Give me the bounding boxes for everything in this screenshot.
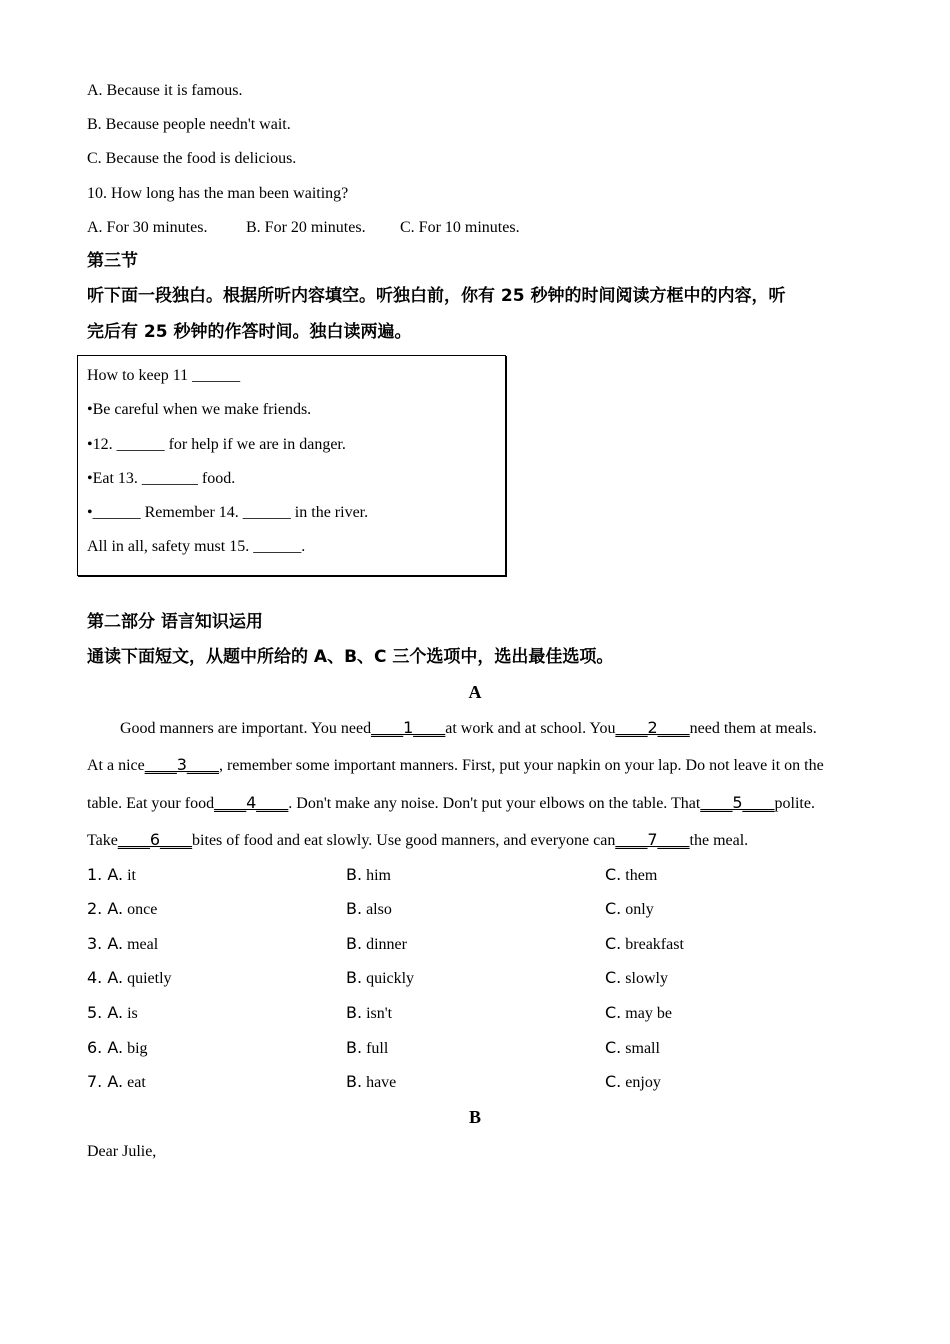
choice-c-label: C.	[605, 968, 622, 987]
choice-number: 5. A.	[87, 1003, 124, 1022]
choice-b: quickly	[366, 970, 415, 987]
box-line: •12. ______ for help if we are in danger.	[87, 436, 346, 453]
choice-row-5	[0, 1002, 950, 1024]
box-line: •______ Remember 14. ______ in the river.	[87, 504, 369, 521]
choice-number: 4. A.	[87, 968, 124, 987]
box-line: How to keep 11 ______	[87, 367, 241, 384]
choice-c-label: C.	[605, 1072, 622, 1091]
q10-option-a: A. For 30 minutes.	[87, 219, 208, 236]
box-line: All in all, safety must 15. ______.	[87, 538, 306, 555]
choice-a: big	[127, 1040, 148, 1057]
choice-b: him	[366, 867, 391, 884]
choice-b: isn't	[366, 1005, 393, 1022]
blank-1: ____1____	[371, 718, 446, 737]
choice-row-7	[0, 1071, 950, 1093]
choice-b: have	[366, 1074, 397, 1091]
q10-question: 10. How long has the man been waiting?	[87, 185, 349, 202]
choice-c: small	[625, 1040, 660, 1057]
part2-instruction: 通读下面短文，从题中所给的 A、B、C 三个选项中，选出最佳选项。	[87, 647, 614, 667]
choice-b-label: B.	[346, 934, 363, 953]
section3-instruction-line1: 听下面一段独白。根据所听内容填空。听独白前，你有 25 秒钟的时间阅读方框中的内容，听	[87, 286, 786, 306]
passage-a-label: A	[468, 682, 482, 702]
choice-c: only	[625, 901, 654, 918]
choice-b-label: B.	[346, 899, 363, 918]
choice-row-1	[0, 864, 950, 886]
section3-title: 第三节	[87, 251, 138, 271]
choice-row-3	[0, 933, 950, 955]
choice-number: 7. A.	[87, 1072, 124, 1091]
choice-b: also	[366, 901, 392, 918]
choice-c-label: C.	[605, 1038, 622, 1057]
choice-number: 2. A.	[87, 899, 124, 918]
passage-a-line2: At a nice____3____, remember some important manners. First, put your napkin on your lap. Do not leave it on the	[87, 755, 824, 774]
choice-row-6	[0, 1037, 950, 1059]
choice-c: breakfast	[625, 936, 684, 953]
choice-c-label: C.	[605, 865, 622, 884]
blank-2: ____2____	[615, 718, 690, 737]
q10-option-b: B. For 20 minutes.	[246, 219, 366, 236]
choice-b-label: B.	[346, 1003, 363, 1022]
choice-c: enjoy	[625, 1074, 661, 1091]
choice-c-label: C.	[605, 899, 622, 918]
choice-a: meal	[127, 936, 159, 953]
blank-7: ____7____	[615, 830, 690, 849]
choice-a: is	[127, 1005, 138, 1022]
choice-a: eat	[127, 1074, 146, 1091]
q10-option-c: C. For 10 minutes.	[400, 219, 520, 236]
choice-b-label: B.	[346, 1072, 363, 1091]
choice-row-4	[0, 967, 950, 989]
choice-c: may be	[625, 1005, 672, 1022]
choice-b-label: B.	[346, 1038, 363, 1057]
choice-b: dinner	[366, 936, 407, 953]
choice-number: 3. A.	[87, 934, 124, 953]
choice-b-label: B.	[346, 865, 363, 884]
blank-4: ____4____	[214, 793, 289, 812]
passage-a-line3: table. Eat your food____4____. Don't make any noise. Don't put your elbows on the table. That____5____polite.	[87, 793, 815, 812]
choice-a: quietly	[127, 970, 172, 987]
box-line: •Be careful when we make friends.	[87, 401, 312, 418]
choice-b-label: B.	[346, 968, 363, 987]
blank-6: ____6____	[117, 830, 193, 849]
part2-title: 第二部分 语言知识运用	[87, 612, 263, 632]
choice-c-label: C.	[605, 934, 622, 953]
choice-row-2	[0, 898, 950, 920]
choice-c-label: C.	[605, 1003, 622, 1022]
fill-in-box	[77, 355, 506, 576]
blank-3: ____3____	[144, 755, 219, 774]
box-line: •Eat 13. _______ food.	[87, 470, 236, 487]
choice-a: once	[127, 901, 158, 918]
q9-option-a: A. Because it is famous.	[87, 82, 243, 99]
passage-b-label: B	[468, 1107, 481, 1127]
section3-instruction-line2: 完后有 25 秒钟的作答时间。独白读两遍。	[87, 322, 412, 342]
q9-option-b: B. Because people needn't wait.	[87, 116, 291, 133]
choice-number: 6. A.	[87, 1038, 124, 1057]
choice-c: slowly	[625, 970, 668, 987]
passage-a-line1: Good manners are important. You need____1____at work and at school. You____2____need them at meals.	[120, 718, 817, 737]
passage-a-line4: Take____6____bites of food and eat slowly. Use good manners, and everyone can____7____the meal.	[87, 830, 749, 849]
letter-greeting: Dear Julie,	[87, 1143, 157, 1160]
choice-c: them	[625, 867, 658, 884]
blank-5: ____5____	[700, 793, 775, 812]
q9-option-c: C. Because the food is delicious.	[87, 150, 297, 167]
choice-b: full	[366, 1040, 389, 1057]
choice-number: 1. A.	[87, 865, 124, 884]
choice-a: it	[127, 867, 136, 884]
